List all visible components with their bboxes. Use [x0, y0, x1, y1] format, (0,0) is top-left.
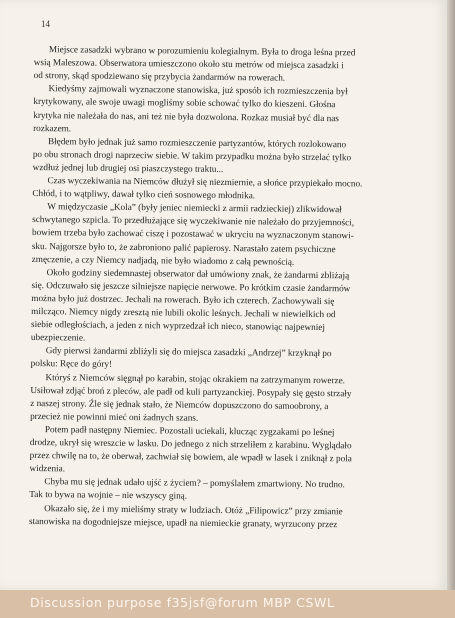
text-line: przez chwilę na to, że oberwał, zachwiał się bowiem, ale wpadł w lasek i zniknął z pola [29, 450, 352, 464]
text-line: Chłód, i to wątpliwy, dawał tylko cień sosnowego młodnika. [32, 188, 256, 201]
text-line: Błędem było jednak już samo rozmieszczenie partyzantów, których rozlokowano [47, 135, 347, 149]
text-line: polsku: Ręce do góry! [30, 358, 113, 370]
text-line: Okazało się, że i my mieliśmy straty w ludziach. Otóż „Filipowicz” przy zmianie [44, 502, 343, 516]
text-line: W międzyczasie „Kola” (były jeniec niemiecki z armii radzieckiej) zlikwidował [47, 201, 342, 215]
text-line: Gdy pierwsi żandarmi zbliżyli się do miejsca zasadzki „Andrzej” krzyknął po [45, 345, 332, 359]
text-line: wzdłuż jednej lub drugiej osi piaszczystego traktu... [32, 161, 224, 174]
text-line: krytyka nie należała do nas, ani też nie była dozwolona. Rozkaz musiał być dla nas [33, 109, 339, 123]
text-line: milcząco. Niemcy nigdy zresztą nie lubili okolic leśnych. Jechali w niewielkich od [31, 305, 336, 320]
text-line: rozkazem. [33, 122, 72, 133]
text-line: ubezpieczenie. [30, 332, 86, 343]
text-line: Czas wyczekiwania na Niemców dłużył się niezmiernie, a słońce przypiekało mocno. [47, 175, 363, 189]
text-line: Potem padł następny Niemiec. Pozostali uciekali, klucząc zygzakami po leśnej [44, 424, 335, 438]
text-line: można było już dostrzec. Jechali na rowerach. Było ich czterech. Zachowywali się [31, 292, 335, 307]
text-line: Około godziny siedemnastej obserwator dał umówiony znak, że żandarmi zbliżają [46, 266, 350, 281]
text-line: schwytanego szpicla. To przedłużające się wyczekiwanie nie należało do przyjemności, [32, 214, 355, 228]
text-line: Tak to bywa na wojnie – nie wszyscy giną. [29, 489, 188, 502]
text-line: się. Odczuwało się jeszcze silniejsze napięcie nerwowe. Po krótkim czasie żandarmów [31, 279, 351, 294]
page-edge-shadow [447, 0, 455, 590]
text-line: przecież nie powinni mieć oni żadnych szans. [30, 410, 199, 423]
watermark-banner [0, 590, 455, 618]
page-number: 14 [41, 19, 50, 29]
text-line: stanowiska na dogodniejsze miejsce, upadł na niemieckie granaty, wyrzucony przez [28, 515, 338, 529]
text-line: siebie odległościach, a jeden z nich wyprzedzał ich nieco, stanowiąc najpewniej [31, 319, 325, 333]
text-line: Chyba mu się jednak udało ujść z życiem? – pomyślałem zmartwiony. No trudno. [44, 476, 345, 490]
text-line: widzenia. [29, 463, 66, 474]
text-line: z naszej strony. Źle się jednak stało, że Niemców dopuszczono do samoobrony, a [30, 397, 329, 411]
text-line: Któryś z Niemców sięgnął po karabin, stojąc okrakiem na zatrzymanym rowerze. [45, 371, 346, 385]
text-line: zmęczenie, a czy Niemcy nadjadą, nie było wiadomo z całą pewnością. [31, 253, 295, 267]
text-line: Miejsce zasadzki wybrano w porozumieniu kolegialnym. Była to droga leśna przed [48, 44, 356, 58]
text-line: wsią Maleszowa. Obserwatora umieszczono około stu metrów od miejsca zasadzki i [33, 57, 344, 71]
text-line: krytykowany, ale swoje uwagi mogliśmy sobie schować tylko do kieszeni. Głośna [33, 96, 336, 110]
text-line: po obu stronach drogi naprzeciw siebie. W takim przypadku można było strzelać tylko [32, 148, 352, 163]
text-line: bowiem trzeba było zachować ciszę i pozostawać w ukryciu na wyznaczonym stanowi- [31, 227, 354, 241]
text-line: sku. Najgorsze było to, że zabroniono palić papierosy. Narastało zatem psychiczne [31, 240, 336, 254]
text-line: drodze, ukrył się wreszcie w lasku. Do jednego z nich strzeliłem z karabinu. Wyglądało [29, 436, 352, 451]
body-text [28, 44, 436, 529]
text-line: od strony, skąd spodziewano się przybycia żandarmów na rowerach. [33, 70, 286, 83]
text-line: Kiedyśmy zajmowali wyznaczone stanowiska, już sposób ich rozmieszczenia był [48, 83, 348, 97]
text-line: Usiłował zdjąć broń z pleców, ale padł od kuli partyzanckiej. Posypały się gęsto strzały [30, 384, 352, 398]
watermark-text: Discussion purpose f35jsf@forum MBP CSWL [30, 595, 335, 610]
